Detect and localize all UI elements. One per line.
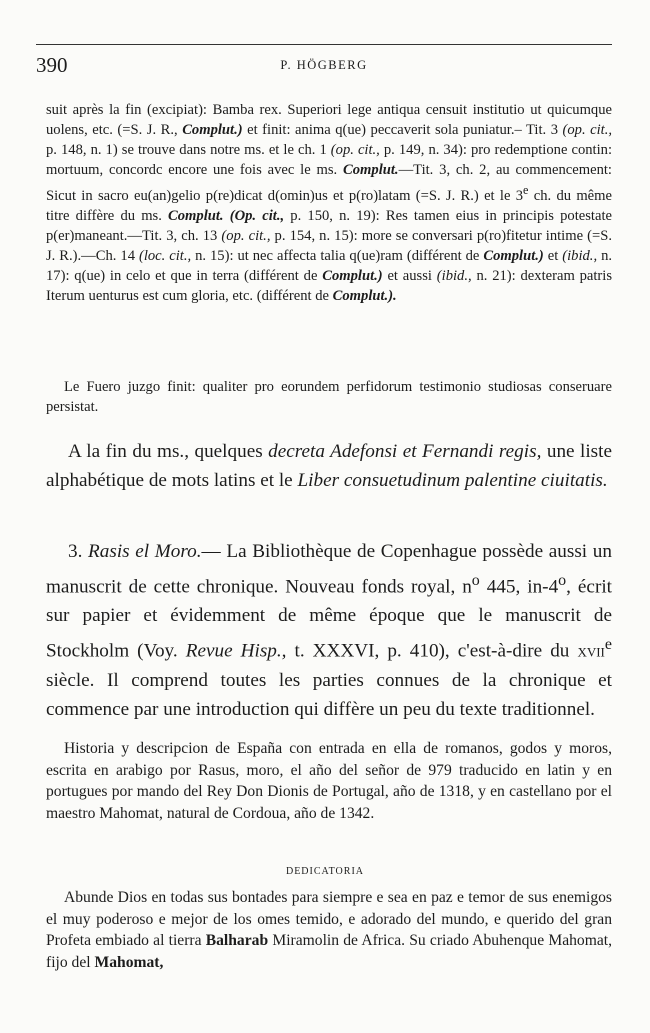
section-heading: DEDICATORIA — [285, 866, 365, 877]
bold-run: Balharab — [205, 932, 269, 949]
page-number: 390 — [36, 53, 68, 77]
text-run: siècle. Il comprend toutes les parties connues de la chronique et commence par une introduction qui diffère un peu du texte traditionnel. — [46, 669, 612, 720]
italic-run: (loc. cit., — [138, 247, 192, 264]
small-caps-run: xvii — [577, 640, 605, 662]
italic-run: Rasis el Moro. — [88, 541, 202, 562]
text-run: Historia y descripcion de España con entrada en ella de romanos, godos y moros, escrita en arabigo por Rasus, moro, el año del señor de 979 traducido en latin y en portugues por mando del Rey Don Dionis de Portugal, año de 1318, y en castellano por el maestro Mahomat, natural de Cordoua, año de 1342. — [46, 740, 612, 822]
italic-run: Complut.). — [332, 287, 397, 304]
italic-run: (ibid., — [562, 247, 598, 264]
italic-run: Complut.) — [483, 247, 544, 264]
superscript: o — [471, 572, 480, 589]
text-run: , écrit sur papier et évidemment de même époque que le manuscrit de Stockholm (Voy. — [46, 576, 612, 662]
text-run: t. XXXVI, p. 410), c'est-à-dire du — [286, 640, 578, 662]
italic-run: Revue Hisp., — [185, 640, 287, 662]
text-run: et finit: anima q(ue) peccaverit sola puniatur.– Tit. 3 — [242, 122, 563, 138]
text-run: ch. du même titre diffère du ms. — [46, 187, 612, 224]
text-run: n. 21): dexteram patris Iterum uenturus est cum gloria, etc. (différent de — [46, 267, 613, 304]
italic-run: (op. cit., — [221, 227, 271, 244]
text-run: 445, in-4 — [479, 576, 559, 598]
italic-run: (op. cit., — [330, 142, 380, 158]
italic-run: (op. cit., — [562, 122, 612, 138]
text-run: A la fin du ms., quelques — [68, 441, 269, 462]
page-header — [36, 44, 612, 77]
italic-run: Liber consuetudinum palentine ciuitatis. — [297, 470, 608, 491]
text-run: —Tit. 3, ch. 2, au commencement: Sicut in sacro eu(an)gelio p(re)dicat d(omin)us et p(ro)latam (=S. J. R.) et le 3 — [46, 162, 612, 204]
text-run: p. 148, n. 1) se trouve dans notre ms. et le ch. 1 — [46, 142, 331, 158]
superscript: e — [523, 183, 529, 197]
text-run: suit après la fin (excipiat): Bamba rex. Superiori lege antiqua censuit institutio ut quicumque uolens, etc. (=S. J. R., — [46, 102, 612, 138]
italic-run: decreta Adefonsi et Fernandi regis, — [268, 441, 542, 462]
text-run: n. 17): q(ue) in celo et que in terra (différent de — [46, 247, 613, 284]
italic-run: Complut. — [343, 162, 399, 178]
text-run: — La Bibliothèque de Copenhague possède aussi un manuscrit de cette chronique. Nouveau fonds royal, n — [46, 541, 612, 598]
text-run: p. 149, n. 34): pro redemptione contin: mortuum, concordc encore une fois avec le ms. — [46, 142, 612, 178]
text-run: p. 150, n. 19): Res tamen eius in principis potestate p(er)maneant.—Tit. 3, ch. 13 — [46, 207, 612, 244]
superscript: o — [558, 572, 567, 589]
superscript: e — [604, 636, 612, 654]
paragraph-notes — [46, 100, 612, 306]
text-run: et aussi — [382, 267, 437, 284]
italic-run: (ibid., — [436, 267, 472, 284]
paragraph-end-of-ms — [46, 437, 612, 495]
text-run: Miramolin de Africa. Su criado Abuhenque Mahomat, fijo del — [46, 932, 613, 971]
paragraph-historia — [46, 738, 612, 824]
paragraph-fuero — [46, 377, 612, 417]
paragraph-rasis — [46, 537, 612, 724]
text-run: n. 15): ut nec affecta talia q(ue)ram (différent de — [191, 247, 484, 264]
italic-run: Complut.) — [182, 122, 243, 138]
bold-run: Mahomat, — [94, 953, 164, 971]
text-run: 3. — [68, 541, 89, 562]
text-run: et — [543, 247, 563, 264]
italic-run: Complut.) — [322, 267, 383, 284]
italic-run: Complut. (Op. cit., — [168, 207, 285, 224]
text-run: Le Fuero juzgo finit: qualiter pro eorundem perfidorum testimonio studiosas conseruare persistat. — [46, 379, 612, 415]
text-run: une liste alphabétique de mots latins et le — [46, 441, 612, 491]
text-run: p. 154, n. 15): more se conversari p(ro)fitetur intime (=S. J. R.).—Ch. 14 — [46, 227, 612, 264]
text-run: Abunde Dios en todas sus bontades para siempre e sea en paz e temor de sus enemigos el muy poderoso e mejor de los omes temido, e adorado del mundo, e querido del gran Profeta embiado al tierra — [46, 889, 612, 949]
running-title: P. HÖGBERG — [280, 58, 368, 72]
paragraph-dedicatoria — [46, 887, 612, 973]
